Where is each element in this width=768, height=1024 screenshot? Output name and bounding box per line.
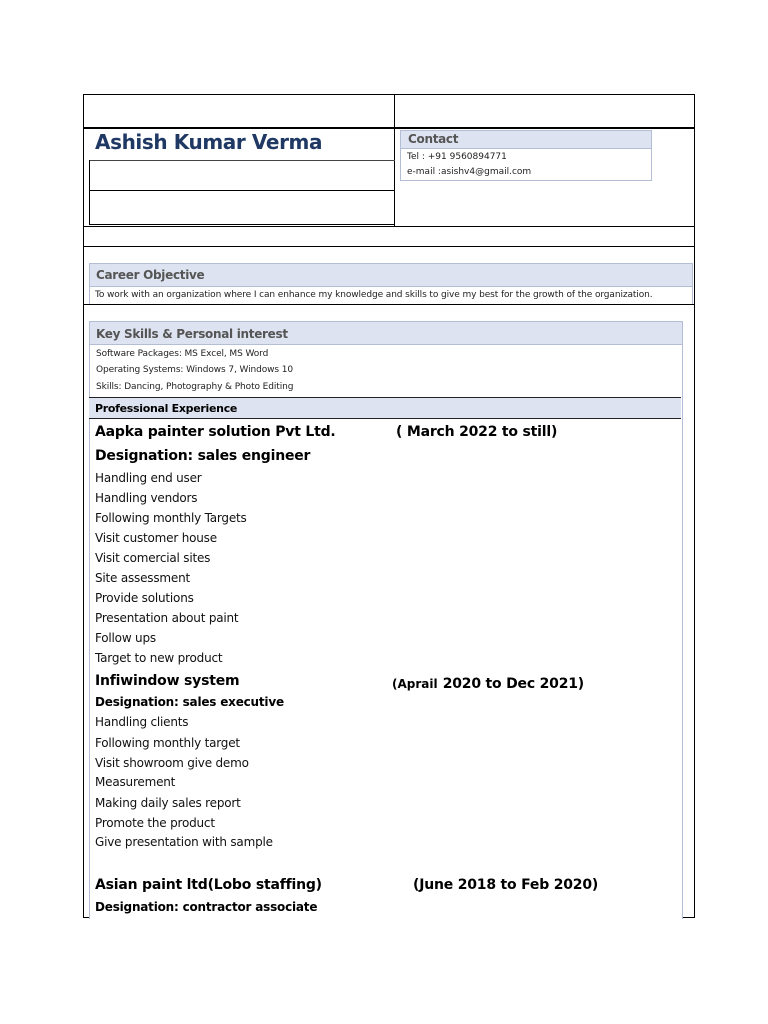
job-designation: Designation: sales executive	[95, 695, 284, 709]
job-duty: Target to new product	[95, 651, 223, 665]
job-duty: Provide solutions	[95, 591, 194, 605]
career-objective-header	[90, 264, 692, 287]
skills-line: Skills: Dancing, Photography & Photo Editing	[96, 382, 294, 392]
job-duty: Promote the product	[95, 816, 215, 830]
frame-left	[83, 94, 84, 918]
frame-line-246	[83, 246, 695, 247]
frame-line-225	[89, 224, 395, 225]
skills-title: Key Skills & Personal interest	[96, 327, 288, 341]
job-duty: Handling clients	[95, 715, 189, 729]
job-duty: Visit showroom give demo	[95, 756, 249, 770]
job-duty: Visit customer house	[95, 531, 217, 545]
job-period-prefix: (Aprail	[392, 677, 438, 691]
contact-header	[401, 131, 651, 149]
contact-email: e-mail :asishv4@gmail.com	[407, 167, 532, 177]
job-period-group	[392, 673, 584, 692]
frame-top	[83, 94, 695, 95]
job-duty: Handling end user	[95, 471, 202, 485]
skills-line: Software Packages: MS Excel, MS Word	[96, 349, 269, 359]
candidate-name: Ashish Kumar Verma	[95, 130, 323, 154]
job-period: (June 2018 to Feb 2020)	[413, 877, 599, 893]
job-company: Infiwindow system	[95, 673, 240, 689]
career-objective-text: To work with an organization where I can enhance my knowledge and skills to give my best for the growth of the organization.	[95, 290, 653, 300]
job-duty: Measurement	[95, 775, 176, 789]
job-duty: Presentation about paint	[95, 611, 239, 625]
job-period: 2020 to Dec 2021)	[442, 676, 584, 692]
career-objective-title: Career Objective	[96, 268, 205, 282]
experience-header	[89, 397, 681, 419]
frame-line-160	[89, 160, 395, 161]
job-duty: Making daily sales report	[95, 796, 241, 810]
skills-line: Operating Systems: Windows 7, Windows 10	[96, 365, 293, 375]
experience-title: Professional Experience	[95, 402, 238, 415]
career-objective-box	[89, 263, 693, 304]
frame-right	[694, 94, 695, 918]
frame-line-128	[83, 127, 695, 129]
job-period: ( March 2022 to still)	[396, 424, 558, 440]
contact-box	[400, 130, 652, 181]
skills-header	[90, 322, 682, 345]
job-duty: Handling vendors	[95, 491, 198, 505]
job-duty: Following monthly target	[95, 736, 240, 750]
job-designation: Designation: sales engineer	[95, 448, 311, 464]
job-company: Aapka painter solution Pvt Ltd.	[95, 424, 336, 440]
contact-title: Contact	[408, 132, 459, 146]
frame-left-inner	[89, 160, 90, 225]
job-designation: Designation: contractor associate	[95, 900, 318, 914]
job-duty: Follow ups	[95, 631, 156, 645]
frame-line-304	[83, 304, 695, 305]
job-duty: Give presentation with sample	[95, 835, 273, 849]
contact-tel: Tel : +91 9560894771	[407, 152, 507, 162]
job-duty: Visit comercial sites	[95, 551, 211, 565]
frame-line-226	[83, 226, 695, 227]
job-company: Asian paint ltd(Lobo staffing)	[95, 877, 322, 893]
frame-line-190	[89, 190, 395, 191]
job-duty: Following monthly Targets	[95, 511, 247, 525]
job-duty: Site assessment	[95, 571, 190, 585]
